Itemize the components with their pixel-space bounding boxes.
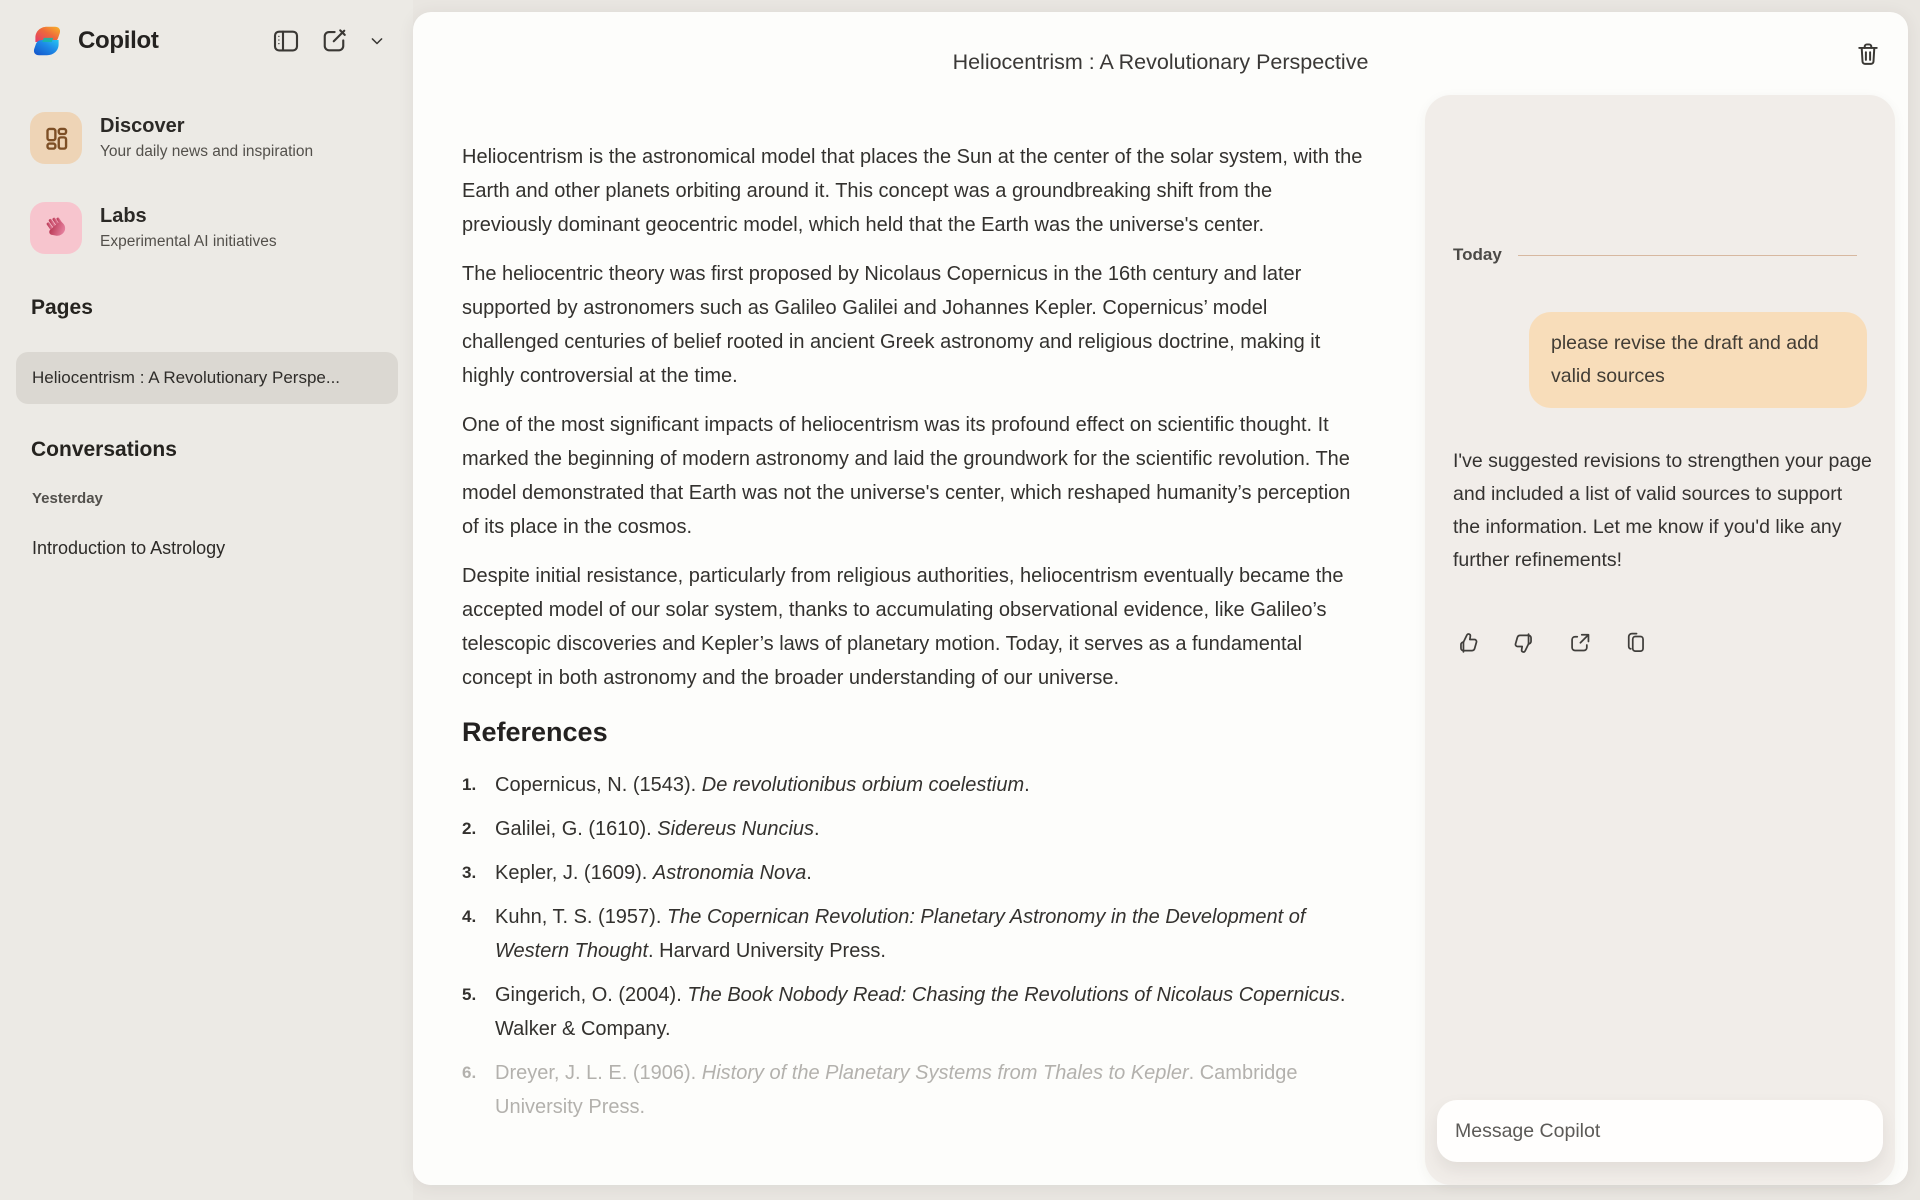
paragraph: Heliocentrism is the astronomical model that places the Sun at the center of the solar system, with the Earth and other planets orbiting around it. This concept was a groundbreaking shift from the previously dominant geocentric model, which held that the Earth was the universe's center.: [462, 146, 1363, 236]
thumbs-down-icon[interactable]: [1511, 630, 1537, 656]
page-title: Heliocentrism : A Revolutionary Perspective: [952, 50, 1369, 74]
brand-name: Copilot: [78, 27, 159, 54]
sidebar-toggle-icon[interactable]: [271, 26, 301, 56]
sidebar-item-discover[interactable]: [30, 112, 313, 164]
thumbs-up-icon[interactable]: [1455, 630, 1481, 656]
reference-item: [462, 812, 1367, 846]
reference-number: 4.: [462, 907, 477, 926]
document-body: [462, 140, 1367, 1134]
date-label: Today: [1453, 245, 1502, 264]
reference-number: 3.: [462, 863, 477, 882]
paragraph: Despite initial resistance, particularly from religious authorities, heliocentrism eventually became the accepted model of our solar system, thanks to accumulating observational evidence, like Galileo’s telescopic discoveries and Kepler’s laws of planetary motion. Today, it serves as a fundamental concept in both astronomy and the broader understanding of our universe.: [462, 565, 1344, 689]
discover-subtitle: Your daily news and inspiration: [100, 143, 314, 160]
reference-text: Gingerich, O. (2004). The Book Nobody Read: Chasing the Revolutions of Nicolaus Copernicus. Walker & Company.: [495, 984, 1346, 1040]
sidebar-conversation-item-astrology[interactable]: Introduction to Astrology: [32, 538, 226, 558]
labs-title: Labs: [100, 205, 147, 227]
reference-item: [462, 900, 1367, 968]
reference-item: [462, 978, 1367, 1046]
message-actions: [1455, 630, 1649, 656]
labs-subtitle: Experimental AI initiatives: [100, 233, 277, 250]
chat-panel: [1425, 95, 1895, 1185]
copy-icon[interactable]: [1623, 630, 1649, 656]
chevron-down-icon[interactable]: [367, 31, 387, 51]
grid-dashboard-icon: [30, 112, 82, 164]
user-message-bubble: please revise the draft and add valid sources: [1529, 312, 1867, 408]
share-icon[interactable]: [1567, 630, 1593, 656]
compose-icon[interactable]: [319, 26, 349, 56]
reference-text: Galilei, G. (1610). Sidereus Nuncius.: [495, 818, 820, 840]
reference-number: 2.: [462, 819, 477, 838]
chat-input-container: [1437, 1100, 1883, 1162]
reference-number: 6.: [462, 1063, 477, 1082]
assistant-message: I've suggested revisions to strengthen your page and included a list of valid sources to support the information. Let me know if you'd like any further refinements!: [1453, 450, 1872, 571]
reference-text: Kuhn, T. S. (1957). The Copernican Revolution: Planetary Astronomy in the Development of Western Thought. Harvard University Press.: [495, 906, 1306, 962]
reference-item: [462, 856, 1367, 890]
message-copilot-input[interactable]: [1455, 1120, 1865, 1143]
reference-item: [462, 1056, 1367, 1124]
pages-section-header: Pages: [31, 296, 93, 319]
copilot-logo-icon: [28, 22, 66, 60]
sidebar-item-labs[interactable]: [30, 202, 277, 254]
sidebar-page-item-heliocentrism[interactable]: Heliocentrism : A Revolutionary Perspe...: [16, 352, 398, 404]
reference-text: Kepler, J. (1609). Astronomia Nova.: [495, 862, 812, 884]
paragraph: One of the most significant impacts of heliocentrism was its profound effect on scientific thought. It marked the beginning of modern astronomy and laid the groundwork for the scientific revolution. The model demonstrated that Earth was not the universe's center, which reshaped humanity’s perception of its place in the cosmos.: [462, 414, 1351, 538]
sidebar: [0, 0, 413, 1200]
references-heading: References: [462, 717, 608, 747]
trash-icon[interactable]: [1854, 40, 1882, 68]
brand-row: [28, 22, 159, 60]
reference-number: 5.: [462, 985, 477, 1004]
hand-icon: [30, 202, 82, 254]
date-separator: [1453, 245, 1857, 265]
conversation-group-label: Yesterday: [32, 490, 103, 507]
references-list: [462, 768, 1367, 1124]
discover-title: Discover: [100, 115, 185, 137]
reference-text: Dreyer, J. L. E. (1906). History of the Planetary Systems from Thales to Kepler. Cambridge University Press.: [495, 1062, 1298, 1118]
date-divider-line: [1518, 255, 1857, 256]
paragraph: The heliocentric theory was first proposed by Nicolaus Copernicus in the 16th century and later supported by astronomers such as Galileo Galilei and Johannes Kepler. Copernicus’ model challenged centuries of belief rooted in ancient Greek astronomy and religious doctrine, making it highly controversial at the time.: [462, 263, 1321, 387]
reference-number: 1.: [462, 775, 477, 794]
reference-item: [462, 768, 1367, 802]
sidebar-top-actions: [271, 26, 387, 56]
reference-text: Copernicus, N. (1543). De revolutionibus orbium coelestium.: [495, 774, 1030, 796]
conversations-section-header: Conversations: [31, 438, 177, 461]
